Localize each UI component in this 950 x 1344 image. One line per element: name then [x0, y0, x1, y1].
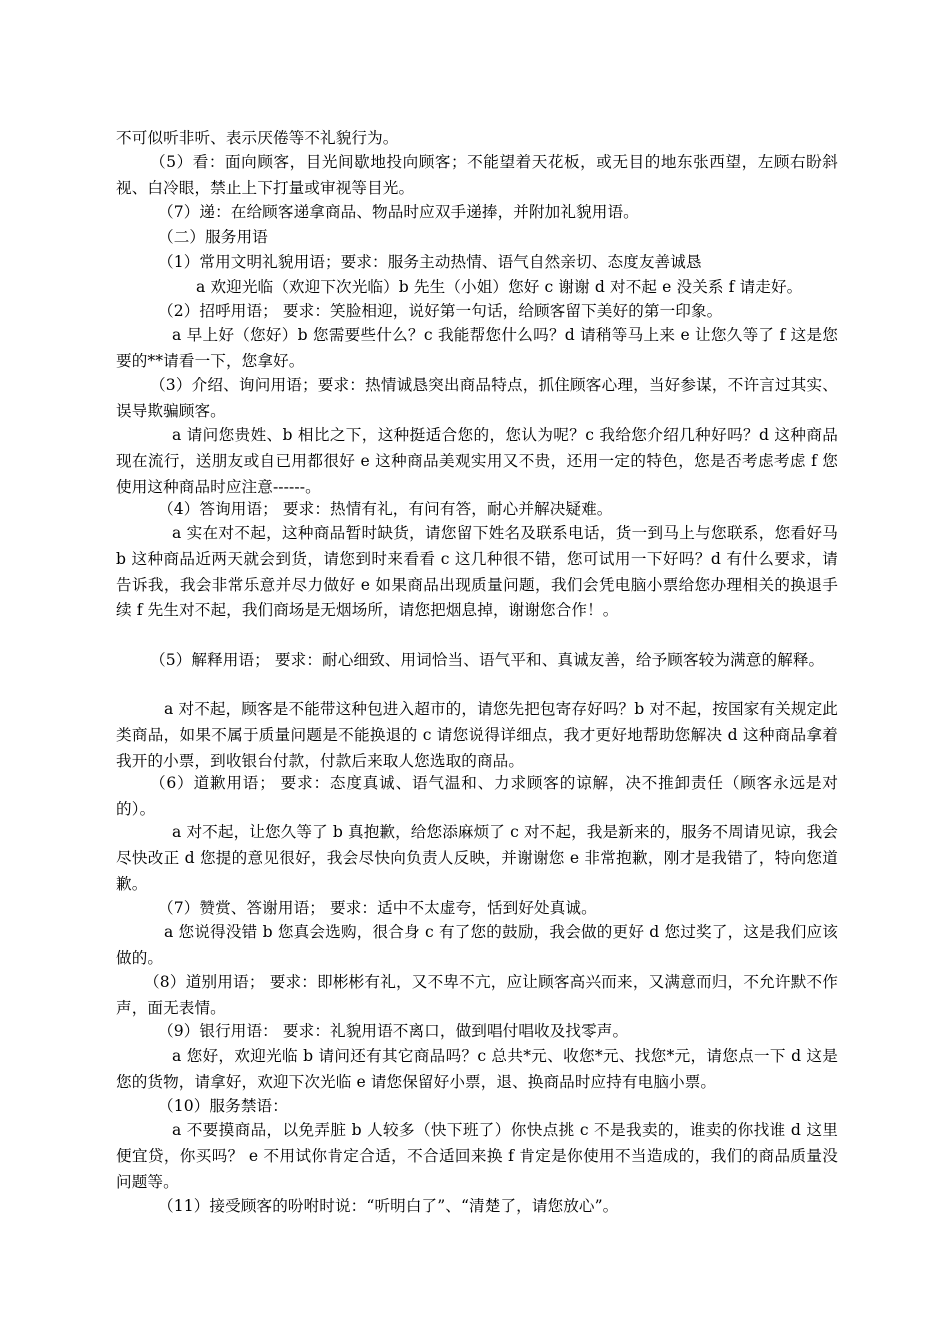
- paragraph: a 欢迎光临（欢迎下次光临）b 先生（小姐）您好 c 谢谢 d 对不起 e 没关系 f 请走好。: [196, 278, 803, 296]
- paragraph: （10）服务禁语：: [158, 1097, 288, 1115]
- paragraph: （7）赞赏、答谢用语； 要求：适中不太虚夸，恬到好处真诚。: [158, 899, 597, 917]
- paragraph: （11）接受顾客的吩咐时说：“听明白了”、“清楚了，请您放心”。: [158, 1197, 619, 1215]
- paragraph: （6）道歉用语； 要求：态度真诚、语气温和、力求顾客的谅解，决不推卸责任（顾客永远是对的）。: [116, 774, 838, 818]
- paragraph: （8）道别用语； 要求：即彬彬有礼，又不卑不亢，应让顾客高兴而来，又满意而归，不允许默不作声，面无表情。: [116, 973, 838, 1017]
- paragraph: a 您说得没错 b 您真会选购，很合身 c 有了您的鼓励，我会做的更好 d 您过奖了，这是我们应该做的。: [116, 923, 838, 967]
- paragraph: a 请问您贵姓、b 相比之下，这种挺适合您的，您认为呢？c 我给您介绍几种好吗？d 这种商品现在流行，送朋友或自已用都很好 e 这种商品美观实用又不贵，还用一定的特色，您是否考虑考虑 f 您使用这种商品时应注意------。: [116, 426, 839, 496]
- paragraph: （5）解释用语； 要求：耐心细致、用词恰当、语气平和、真诚友善，给予顾客较为满意的解释。: [150, 651, 825, 669]
- paragraph: （3）介绍、询问用语；要求：热情诚恳突出商品特点，抓住顾客心理，当好参谋，不许言过其实、误导欺骗顾客。: [116, 376, 838, 420]
- paragraph: a 早上好（您好）b 您需要些什么？c 我能帮您什么吗？d 请稍等马上来 e 让您久等了 f 这是您要的**请看一下，您拿好。: [116, 326, 838, 370]
- paragraph: （4）答询用语； 要求：热情有礼，有问有答，耐心并解决疑难。: [158, 500, 613, 518]
- section-heading: （二）服务用语: [158, 228, 268, 246]
- paragraph: a 对不起，顾客是不能带这种包进入超市的，请您先把包寄存好吗？b 对不起，按国家有关规定此类商品，如果不属于质量问题是不能换退的 c 请您说得详细点，我才更好地帮助您解决 d 这种商品拿着我开的小票，到收银台付款，付款后来取人您选取的商品。: [116, 700, 838, 770]
- paragraph: （7）递：在给顾客递拿商品、物品时应双手递捧，并附加礼貌用语。: [158, 203, 639, 221]
- paragraph: a 实在对不起，这种商品暂时缺货，请您留下姓名及联系电话，货一到马上与您联系，您看好马 b 这种商品近两天就会到货，请您到时来看看 c 这几种很不错，您可试用一下好吗？d 有什么要求，请告诉我，我会非常乐意并尽力做好 e 如果商品出现质量问题，我们会凭电脑小票给您办理相关的换退手续 f 先生对不起，我们商场是无烟场所，请您把烟息掉，谢谢您合作！。: [116, 524, 838, 620]
- paragraph: a 对不起，让您久等了 b 真抱歉，给您添麻烦了 c 对不起，我是新来的，服务不周请见谅，我会尽快改正 d 您提的意见很好，我会尽快向负责人反映，并谢谢您 e 非常抱歉，刚才是我错了，特向您道歉。: [116, 823, 838, 893]
- paragraph: （1）常用文明礼貌用语；要求：服务主动热情、语气自然亲切、态度友善诚恳: [158, 253, 702, 271]
- paragraph: a 不要摸商品，以免弄脏 b 人较多（快下班了）你快点挑 c 不是我卖的，谁卖的你找谁 d 这里便宜贷，你买吗？ e 不用试你肯定合适，不合适回来换 f 肯定是你使用不当造成的，我们的商品质量没问题等。: [116, 1121, 838, 1191]
- paragraph: （9）银行用语： 要求：礼貌用语不离口，做到唱付唱收及找零声。: [158, 1022, 629, 1040]
- paragraph: a 您好，欢迎光临 b 请问还有其它商品吗？c 总共*元、收您*元、找您*元，请您点一下 d 这是您的货物，请拿好，欢迎下次光临 e 请您保留好小票，退、换商品时应持有电脑小票。: [116, 1047, 838, 1091]
- paragraph: 不可似听非听、表示厌倦等不礼貌行为。: [116, 129, 399, 147]
- paragraph: （5）看：面向顾客，目光间歇地投向顾客；不能望着天花板，或无目的地东张西望，左顾右盼斜视、白冷眼，禁止上下打量或审视等目光。: [116, 153, 838, 197]
- paragraph: （2）招呼用语； 要求：笑脸相迎，说好第一句话，给顾客留下美好的第一印象。: [158, 302, 723, 320]
